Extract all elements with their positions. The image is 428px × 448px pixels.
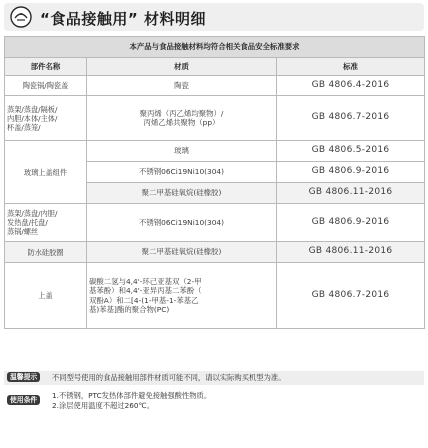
standard-cell: GB 4806.9-2016 xyxy=(277,162,425,183)
usage-conditions-note xyxy=(4,391,424,415)
part-cell: 陶瓷锅/陶瓷盖 xyxy=(5,76,87,96)
table-row xyxy=(5,242,425,263)
column-header-standard: 标准 xyxy=(277,58,425,76)
table-header-row xyxy=(5,58,425,76)
materials-table xyxy=(4,36,425,329)
usage-condition-1: 1.不锈钢，PTC发热体部件避免接触强酸性物质。 xyxy=(52,391,212,400)
table-banner: 本产品与食品接触材料均符合相关食品安全标准要求 xyxy=(5,37,425,58)
standard-cell: GB 4806.11-2016 xyxy=(277,242,425,263)
standard-cell: GB 4806.7-2016 xyxy=(277,263,425,329)
page-header xyxy=(4,3,424,31)
table-row xyxy=(5,76,425,96)
column-header-part: 部件名称 xyxy=(5,58,87,76)
material-cell: 聚丙烯（丙乙烯均聚物）/ 丙烯乙烯共聚物（pp） xyxy=(87,96,277,141)
material-cell: 不锈钢06Ci19Ni10(304) xyxy=(87,204,277,242)
table-banner-row xyxy=(5,37,425,58)
table-row xyxy=(5,263,425,329)
title-rest: 材料明细 xyxy=(143,10,206,28)
title-quoted: “食品接触用” xyxy=(40,10,139,28)
part-cell: 蒸架/蒸盘/隔板/ 内胆/本体/主体/ 杯盖/蒸笼/ xyxy=(5,96,87,141)
material-cell: 碳酸二氢与4,4'-环己亚基双（2-甲 基苯酚）和4,4'-亚异丙基二苯酚（ 双酚A）和二[4-(1-甲基-1-苯基乙 基)苯基]酯的聚合物(PC) xyxy=(87,263,277,329)
standard-cell: GB 4806.4-2016 xyxy=(277,76,425,96)
table-row xyxy=(5,96,425,141)
tip-note xyxy=(4,371,424,385)
part-cell: 玻璃上盖组件 xyxy=(5,141,87,204)
part-cell: 上盖 xyxy=(5,263,87,329)
table-row xyxy=(5,204,425,242)
steamer-logo-icon xyxy=(10,6,32,28)
column-header-material: 材质 xyxy=(87,58,277,76)
usage-conditions-badge: 使用条件 xyxy=(7,395,40,405)
material-cell: 陶瓷 xyxy=(87,76,277,96)
material-cell: 玻璃 xyxy=(87,141,277,162)
tip-text: 不同型号使用的食品接触用部件材质可能不同，请以实际购买机型为准。 xyxy=(52,373,286,382)
standard-cell: GB 4806.7-2016 xyxy=(277,96,425,141)
usage-condition-2: 2.涂层使用温度不超过260℃。 xyxy=(52,401,155,410)
standard-cell: GB 4806.9-2016 xyxy=(277,204,425,242)
standard-cell: GB 4806.11-2016 xyxy=(277,183,425,204)
table-row xyxy=(5,141,425,162)
material-cell: 不锈钢06Ci19Ni10(304) xyxy=(87,162,277,183)
part-cell: 防水硅胶圈 xyxy=(5,242,87,263)
page-title xyxy=(40,8,206,29)
material-cell: 聚二甲基硅氧烷(硅橡胶) xyxy=(87,183,277,204)
tip-badge: 温馨提示 xyxy=(7,372,40,382)
material-cell: 聚二甲基硅氧烷(硅橡胶) xyxy=(87,242,277,263)
standard-cell: GB 4806.5-2016 xyxy=(277,141,425,162)
part-cell: 蒸架/蒸盘/内胆/ 发热盘/托盘/ 蒸锅/螺丝 xyxy=(5,204,87,242)
